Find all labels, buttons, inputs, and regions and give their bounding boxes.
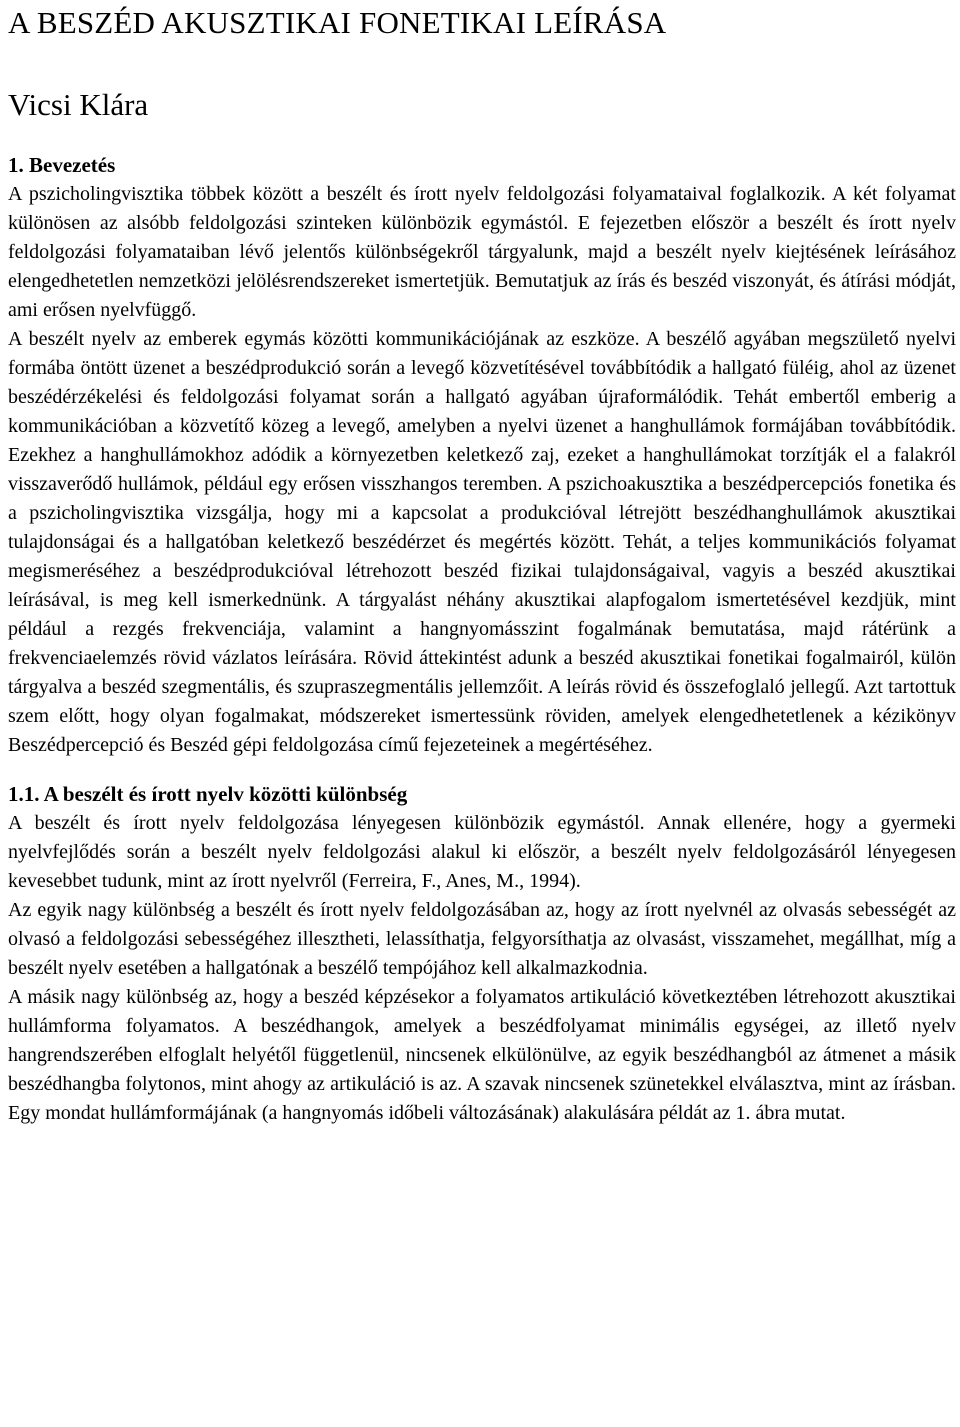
paragraph: A pszicholingvisztika többek között a beszélt és írott nyelv feldolgozási folyamataival foglalkozik. A két folyamat különösen az alsóbb feldolgozási szinteken különbözik egymástól. E fejezetben először a beszélt és írott nyelv feldolgozási folyamataiban lévő jelentős különbségekről tárgyalunk, majd a beszélt nyelv kiejtésének leírásához elengedhetetlen nemzetközi jelölésrendszereket ismertetjük. Bemutatjuk az írás és beszéd viszonyát, és átírási módját, ami erősen nyelvfüggő. xyxy=(8,183,956,321)
paragraph: A beszélt és írott nyelv feldolgozása lényegesen különbözik egymástól. Annak ellenére, hogy a gyermeki nyelvfejlődés során a beszélt nyelv feldolgozási alakul ki először, a beszélt nyelv feldolgozásáról lényegesen kevesebbet tudunk, mint az írott nyelvről (Ferreira, F., Anes, M., 1994). xyxy=(8,812,956,892)
section-heading-introduction: 1. Bevezetés xyxy=(8,153,116,177)
document-title: A BESZÉD AKUSZTIKAI FONETIKAI LEÍRÁSA xyxy=(8,5,667,40)
document-page xyxy=(8,0,956,1128)
paragraph: Az egyik nagy különbség a beszélt és írott nyelv feldolgozásában az, hogy az írott nyelvnél az olvasás sebességét az olvasó a feldolgozási sebességéhez illesztheti, lelassíthatja, felgyorsíthatja az olvasást, visszamehet, megállhat, míg a beszélt nyelv esetében a hallgatónak a beszélő tempójához kell alkalmazkodnia. xyxy=(8,899,956,979)
paragraph: A beszélt nyelv az emberek egymás közötti kommunikációjának az eszköze. A beszélő agyában megszülető nyelvi formába öntött üzenet a beszédprodukció során a levegő közvetítésével továbbítódik a hallgató füléig, ahol az üzenet beszédérzékelési és feldolgozási folyamat során a hallgató agyában újraformálódik. Tehát embertől emberig a kommunikációban a közvetítő közeg a levegő, amelyben a nyelvi üzenet a hanghullámok formájában továbbítódik. Ezekhez a hanghullámokhoz adódik a környezetben keletkező zaj, ezeket a hanghullámokat torzítják el a falakról visszaverődő hullámok, például egy erősen visszhangos teremben. A pszichoakusztika a beszédpercepciós fonetika és a pszicholingvisztika vizsgálja, hogy mi a kapcsolat a produkcióval létrejött beszédhanghullámok akusztikai tulajdonságai és a hallgatóban keletkező beszédérzet és megértés között. Tehát, a teljes kommunikációs folyamat megismeréséhez a beszédprodukcióval létrehozott beszéd fizikai tulajdonságaival, vagyis a beszéd akusztikai leírásával, is meg kell ismerkednünk. A tárgyalást néhány akusztikai alapfogalom ismertetésével kezdjük, mint például a rezgés frekvenciája, valamint a hangnyomásszint fogalmának bemutatása, majd rátérünk a frekvenciaelemzés rövid vázlatos leírására. Rövid áttekintést adunk a beszéd akusztikai fonetikai fogalmairól, külön tárgyalva a beszéd szegmentális, és szupraszegmentális jellemzőit. A leírás rövid és összefoglaló jellegű. Azt tartottuk szem előtt, hogy olyan fogalmakat, módszereket ismertessünk röviden, amelyek elengedhetetlenek a kézikönyv Beszédpercepció és Beszéd gépi feldolgozása című fejezeteinek a megértéséhez. xyxy=(8,328,956,756)
paragraph: A másik nagy különbség az, hogy a beszéd képzésekor a folyamatos artikuláció következtében létrehozott akusztikai hullámforma folyamatos. A beszédhangok, amelyek a beszédfolyamat minimális egységei, az illető nyelv hangrendszerében elfoglalt helyétől függetlenül, nincsenek elkülönülve, az egyik beszédhangból az átmenet a másik beszédhangba folytonos, mint ahogy az artikuláció is az. A szavak nincsenek szünetekkel elválasztva, mint az írásban. Egy mondat hullámformájának (a hangnyomás időbeli változásának) alakulására példát az 1. ábra mutat. xyxy=(8,986,956,1124)
document-author: Vicsi Klára xyxy=(8,87,149,122)
section-heading-difference: 1.1. A beszélt és írott nyelv közötti különbség xyxy=(8,782,408,806)
